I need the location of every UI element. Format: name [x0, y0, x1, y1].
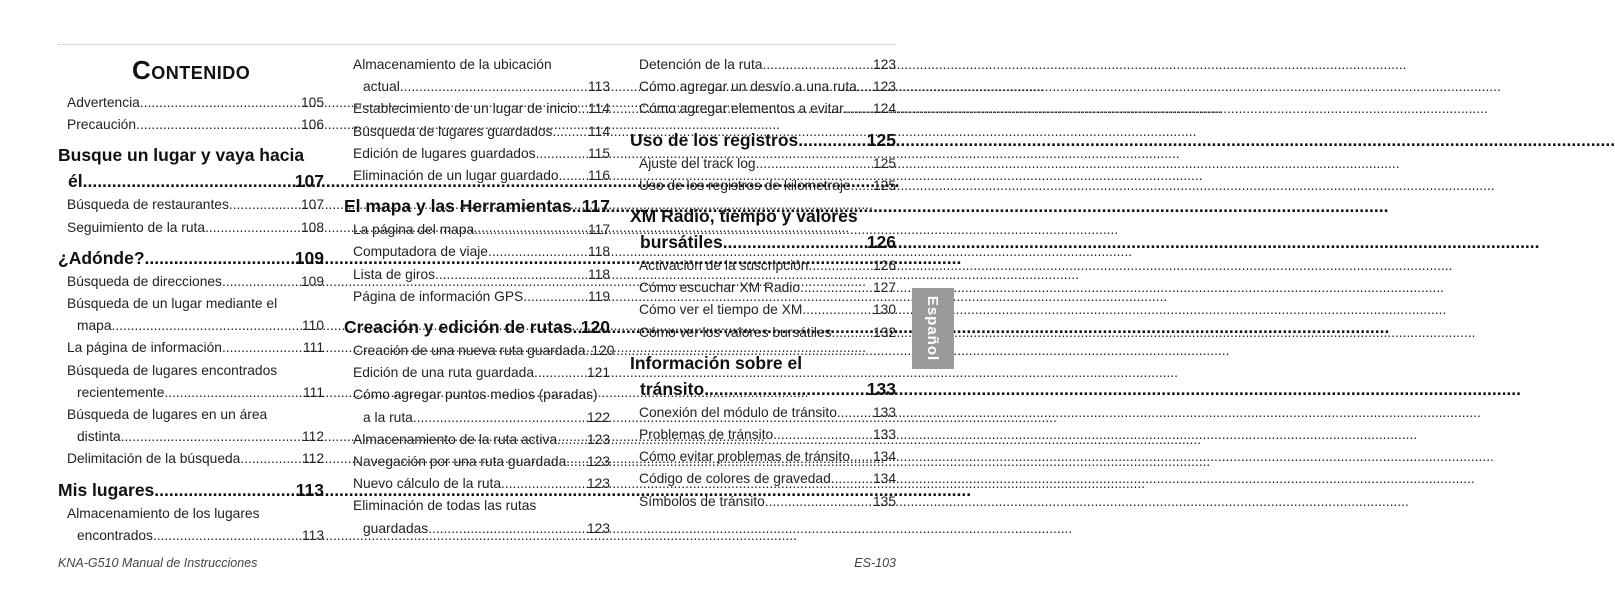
toc-entry-title: Cómo agregar elementos a evitar — [639, 101, 844, 117]
toc-entry-title: él — [68, 171, 83, 192]
toc-entry-title: Advertencia — [67, 95, 140, 110]
toc-page-number: 112 — [302, 429, 324, 445]
toc-entry[interactable] — [344, 495, 610, 539]
toc-entry[interactable] — [58, 194, 324, 216]
toc-page-number: 123 — [872, 57, 896, 72]
toc-page-number: 125 — [872, 177, 896, 193]
toc-page-number: 123 — [586, 520, 610, 536]
toc-page-number: 113 — [302, 527, 324, 543]
toc-entry-title: ¿Adónde? — [58, 247, 145, 268]
toc-entry-title: Conexión del módulo de tránsito — [639, 404, 837, 420]
dot-leader — [240, 448, 300, 470]
dot-leader — [763, 54, 871, 76]
toc-entry[interactable] — [58, 271, 324, 293]
dot-leader — [557, 429, 585, 451]
toc-entry-title-line: XM Radio, tiempo y valores — [630, 206, 858, 227]
toc-entry-title: Seguimiento de la ruta — [67, 219, 206, 235]
toc-page-number: 127 — [872, 280, 896, 296]
toc-entry-title-line: Búsqueda de lugares en un área — [67, 407, 268, 423]
toc-page-number: 112 — [302, 451, 324, 467]
language-tab — [912, 288, 954, 369]
toc-entry[interactable] — [58, 404, 324, 448]
toc-entry-title: Ajuste del track log — [639, 155, 756, 171]
dot-leader — [413, 407, 585, 429]
toc-page-number: 133 — [872, 404, 896, 420]
toc-page-number: 113 — [588, 79, 610, 95]
toc-section-entry[interactable] — [58, 245, 324, 271]
toc-entry-title: Cómo evitar problemas de tránsito — [639, 449, 850, 465]
toc-page-number: 133 — [866, 378, 896, 399]
toc-page-number: 135 — [872, 493, 896, 509]
toc-entry-title: Cómo ver los valores bursátiles — [639, 324, 832, 340]
toc-page-number: 118 — [588, 244, 610, 260]
toc-page-number: 115 — [588, 145, 610, 161]
toc-entry[interactable] — [344, 451, 610, 473]
toc-page-number: 134 — [872, 449, 896, 465]
toc-page-number: 119 — [588, 288, 610, 304]
toc-section-entry[interactable] — [344, 314, 610, 340]
dot-leader — [536, 143, 586, 165]
dot-leader — [850, 446, 871, 468]
dot-leader — [831, 468, 871, 490]
dot-leader — [488, 241, 586, 263]
toc-entry[interactable] — [58, 293, 324, 337]
toc-entry[interactable] — [344, 98, 610, 120]
toc-entry[interactable] — [630, 299, 896, 321]
toc-entry-title-line: Almacenamiento de los lugares — [67, 505, 260, 521]
toc-entry[interactable] — [630, 402, 896, 424]
dot-leader — [802, 299, 871, 321]
toc-entry[interactable] — [630, 255, 896, 277]
dot-leader — [808, 255, 870, 277]
dot-leader — [222, 271, 299, 293]
dot-leader — [857, 76, 871, 98]
toc-entry-title: Código de colores de gravedad — [639, 471, 831, 487]
toc-column-1 — [58, 54, 324, 547]
dot-leader — [154, 477, 293, 503]
toc-page-number: 108 — [300, 219, 324, 235]
toc-entry[interactable] — [58, 92, 324, 114]
toc-entry-title: Búsqueda de lugares guardados — [353, 123, 553, 139]
toc-page-number: 123 — [872, 79, 896, 95]
toc-entry[interactable] — [344, 264, 610, 286]
toc-entry[interactable] — [344, 286, 610, 308]
dot-leader — [723, 229, 865, 255]
toc-page-number: 114 — [588, 123, 610, 139]
toc-entry-title: encontrados — [77, 527, 153, 543]
toc-entry[interactable] — [630, 153, 896, 175]
toc-section-entry[interactable] — [344, 193, 610, 219]
toc-entry[interactable] — [344, 473, 610, 495]
toc-entry-title: Computadora de viaje — [353, 244, 488, 260]
toc-entry-title-line: Cómo agregar puntos medios (paradas) — [353, 387, 598, 403]
toc-entry[interactable] — [58, 217, 324, 239]
toc-entry-title: mapa — [77, 318, 112, 334]
dot-leader — [844, 98, 871, 120]
toc-page-number: 123 — [586, 454, 610, 470]
toc-page-number: 109 — [300, 273, 324, 289]
toc-entry-title: actual — [363, 79, 400, 95]
top-dotted-rule — [58, 44, 896, 45]
toc-entry-title: Establecimiento de un lugar de inicio — [353, 101, 578, 117]
toc-entry[interactable] — [58, 360, 324, 404]
toc-page-number: 126 — [872, 258, 896, 274]
toc-entry-title: Nuevo cálculo de la ruta — [353, 476, 502, 492]
toc-page-number: 124 — [872, 101, 896, 117]
dot-leader — [153, 525, 300, 547]
toc-entry-title: Edición de una ruta guardada — [353, 365, 535, 381]
toc-entry-title: a la ruta — [363, 409, 413, 425]
toc-entry-title: Símbolos de tránsito — [639, 493, 765, 509]
dot-leader — [145, 245, 293, 271]
dot-leader — [566, 451, 585, 473]
toc-entry[interactable] — [58, 448, 324, 470]
toc-entry-title-line: Información sobre el — [630, 352, 803, 373]
dot-leader — [501, 473, 585, 495]
toc-entry-title: guardadas — [363, 520, 429, 536]
footer-page-number: ES-103 — [854, 556, 896, 570]
toc-page-number: 120 — [591, 343, 615, 359]
toc-entry-title: Mis lugares — [58, 479, 155, 500]
toc-page-number: 120 — [580, 317, 610, 338]
dot-leader — [756, 153, 871, 175]
dot-leader — [435, 264, 586, 286]
dot-leader — [400, 76, 586, 98]
toc-column-2 — [344, 54, 615, 540]
footer-manual-title: KNA-G510 Manual de Instrucciones — [58, 556, 258, 570]
dot-leader — [851, 175, 871, 197]
toc-entry[interactable] — [630, 54, 896, 76]
toc-entry[interactable] — [344, 54, 610, 98]
toc-entry-title: Detención de la ruta — [639, 57, 763, 72]
toc-entry[interactable] — [344, 340, 615, 362]
dot-leader — [798, 127, 865, 153]
dot-leader — [229, 194, 299, 216]
dot-leader — [205, 217, 299, 239]
toc-column-3 — [630, 54, 896, 513]
toc-entry[interactable] — [344, 429, 610, 451]
toc-page-number: 117 — [581, 196, 610, 217]
dot-leader — [222, 337, 301, 359]
dot-leader — [164, 382, 301, 404]
dot-leader — [474, 219, 586, 241]
toc-page-number: 117 — [588, 222, 610, 238]
dot-leader — [800, 277, 871, 299]
toc-page-number: 111 — [303, 384, 324, 400]
toc-entry[interactable] — [630, 468, 896, 490]
toc-entry-title-line: Almacenamiento de la ubicación — [353, 57, 552, 72]
toc-entry-title: Creación de una nueva ruta guardada — [353, 343, 586, 359]
toc-page-number: 134 — [872, 471, 896, 487]
toc-page-number: 122 — [586, 409, 610, 425]
dot-leader — [773, 424, 871, 446]
dot-leader — [765, 491, 871, 513]
toc-section-entry[interactable] — [58, 142, 324, 194]
toc-page-number: 126 — [866, 232, 896, 253]
toc-entry[interactable] — [630, 175, 896, 197]
toc-entry-title: Uso de los registros — [630, 129, 799, 150]
toc-title: Contenido — [132, 55, 251, 85]
toc-entry-title-line: Búsqueda de un lugar mediante el — [67, 296, 278, 312]
toc-entry-title: recientemente — [77, 384, 165, 400]
toc-entry-title: distinta — [77, 429, 121, 445]
toc-entry[interactable] — [344, 143, 610, 165]
toc-entry[interactable] — [344, 165, 610, 187]
toc-entry[interactable] — [58, 503, 324, 547]
toc-entry-title: tránsito — [640, 378, 705, 399]
toc-page-number: 123 — [586, 476, 610, 492]
toc-entry-title: Cómo escuchar XM Radio — [639, 280, 801, 296]
dot-leader — [578, 98, 586, 120]
toc-entry[interactable] — [630, 76, 896, 98]
toc-page-number: 109 — [294, 247, 324, 268]
toc-entry[interactable] — [630, 98, 896, 120]
toc-page-number: 107 — [300, 197, 324, 213]
language-tab-label: Español — [924, 295, 942, 362]
toc-entry-title: Creación y edición de rutas — [344, 317, 573, 338]
toc-section-entry[interactable] — [58, 477, 324, 503]
toc-entry-title: Activación de la suscripción — [639, 258, 809, 274]
toc-entry[interactable] — [630, 446, 896, 468]
toc-entry-title: Delimitación de la búsqueda — [67, 451, 241, 467]
toc-entry-title-line: Búsqueda de lugares encontrados — [67, 362, 278, 378]
toc-entry[interactable] — [344, 121, 610, 143]
dot-leader — [83, 168, 293, 194]
toc-section-entry[interactable] — [630, 127, 896, 153]
toc-entry-title: Cómo agregar un desvío a una ruta — [639, 79, 857, 95]
toc-entry-title: Uso de los registros de kilometraje — [639, 177, 851, 193]
toc-entry-title: Página de información GPS — [353, 288, 524, 304]
toc-page-number: 113 — [295, 479, 324, 500]
toc-section-entry[interactable] — [630, 350, 896, 402]
toc-page-number: 105 — [300, 95, 324, 110]
toc-entry[interactable] — [630, 322, 896, 344]
dot-leader — [140, 92, 299, 114]
toc-entry[interactable] — [344, 219, 610, 241]
toc-page-number: 121 — [586, 365, 610, 381]
toc-entry-title: La página de información — [67, 340, 222, 356]
toc-entry-title: Búsqueda de restaurantes — [67, 197, 229, 213]
toc-entry-title: Precaución — [67, 117, 137, 133]
toc-page-number: 133 — [872, 427, 896, 443]
toc-entry-title: Edición de lugares guardados — [353, 145, 536, 161]
toc-entry-title-line: Busque un lugar y vaya hacia — [58, 145, 305, 166]
toc-entry[interactable] — [344, 362, 610, 384]
toc-page-number: 118 — [588, 266, 610, 282]
toc-entry[interactable] — [630, 277, 896, 299]
toc-page-number: 111 — [303, 340, 324, 356]
toc-entry-title: El mapa y las Herramientas — [344, 196, 572, 217]
dot-leader — [572, 193, 580, 219]
toc-entry[interactable] — [344, 241, 610, 263]
toc-entry[interactable] — [630, 491, 896, 513]
toc-entry-title: Cómo ver el tiempo de XM — [639, 302, 803, 318]
toc-entry-title: bursátiles — [640, 232, 723, 253]
toc-page-number: 130 — [872, 302, 896, 318]
dot-leader — [428, 518, 585, 540]
dot-leader — [831, 322, 871, 344]
toc-entry[interactable] — [58, 337, 324, 359]
dot-leader — [121, 426, 300, 448]
toc-entry-title: La página del mapa — [353, 222, 475, 238]
dot-leader — [523, 286, 586, 308]
toc-entry-title: Navegación por una ruta guardada — [353, 454, 567, 470]
toc-page-number: 116 — [588, 168, 610, 184]
toc-entry-title: Eliminación de un lugar guardado — [353, 168, 559, 184]
toc-entry-title: Problemas de tránsito — [639, 427, 774, 443]
toc-entry[interactable] — [58, 114, 324, 136]
dot-leader — [559, 165, 586, 187]
dot-leader — [704, 376, 865, 402]
toc-page-number: 125 — [866, 129, 896, 150]
toc-entry[interactable] — [344, 384, 610, 428]
dot-leader — [837, 402, 871, 424]
toc-section-entry[interactable] — [630, 203, 896, 255]
toc-page-number: 110 — [302, 318, 324, 334]
toc-page-number: 123 — [586, 431, 610, 447]
toc-entry-title: Almacenamiento de la ruta activa — [353, 431, 557, 447]
dot-leader — [534, 362, 585, 384]
dot-leader — [112, 315, 300, 337]
dot-leader — [552, 121, 586, 143]
dot-leader — [136, 114, 299, 136]
toc-page-number: 125 — [872, 155, 896, 171]
toc-page-number: 106 — [300, 117, 324, 133]
toc-entry[interactable] — [630, 424, 896, 446]
toc-page-number: 132 — [872, 324, 896, 340]
toc-entry-title: Lista de giros — [353, 266, 436, 282]
toc-page-number: 107 — [294, 171, 324, 192]
toc-entry-title-line: Eliminación de todas las rutas — [353, 498, 537, 514]
toc-entry-title: Búsqueda de direcciones — [67, 273, 222, 289]
toc-page-number: 114 — [588, 101, 610, 117]
